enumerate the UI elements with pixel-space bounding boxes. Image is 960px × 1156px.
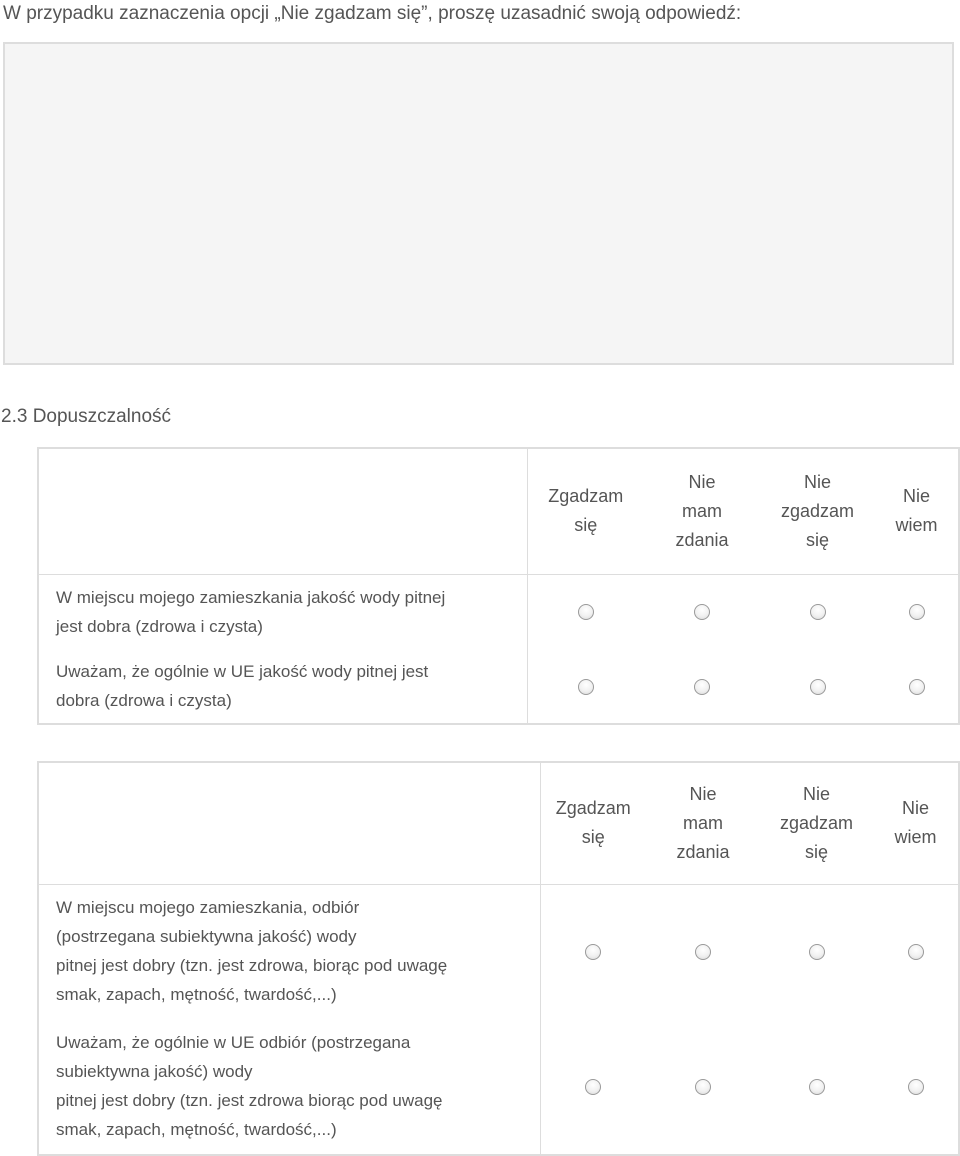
col-header-line: Nie: [901, 798, 929, 819]
col-header-dont-know: [875, 448, 959, 574]
col-header-disagree: [760, 448, 875, 574]
radio-disagree[interactable]: [810, 679, 826, 695]
radio-dont-know[interactable]: [909, 604, 925, 620]
col-header-dont-know: [873, 762, 959, 884]
radio-no-opinion[interactable]: [695, 944, 711, 960]
col-header-line: Nie: [802, 783, 830, 804]
col-header-no-opinion: [644, 448, 760, 574]
question-line: Uważam, że ogólnie w UE jakość wody pitnej jest: [56, 662, 429, 681]
matrix-header-row: [38, 762, 959, 884]
col-header-line: Nie: [803, 471, 831, 492]
col-header-line: się: [581, 827, 605, 848]
radio-disagree[interactable]: [810, 604, 826, 620]
matrix-row: [38, 574, 959, 649]
radio-agree[interactable]: [578, 679, 594, 695]
question-line: smak, zapach, mętność, twardość,...): [56, 1120, 337, 1139]
question-line: (postrzegana subiektywna jakość) wody: [56, 927, 357, 947]
radio-agree[interactable]: [578, 604, 594, 620]
col-header-line: Nie: [688, 471, 716, 492]
question-line: pitnej jest dobry (tzn. jest zdrowa, biorąc pod uwagę: [56, 956, 448, 976]
col-header-line: wiem: [894, 827, 937, 848]
col-header-line: mam: [682, 500, 722, 521]
radio-agree[interactable]: [585, 944, 601, 960]
col-header-line: się: [805, 529, 829, 550]
matrix-row: [38, 884, 959, 1018]
radio-agree[interactable]: [585, 1079, 601, 1095]
radio-disagree[interactable]: [809, 1079, 825, 1095]
col-header-disagree: [760, 762, 873, 884]
col-header-line: zgadzam: [779, 812, 854, 833]
section-title: 2.3 Dopuszczalność: [1, 406, 172, 427]
col-header-no-opinion: [646, 762, 760, 884]
col-header-line: wiem: [895, 515, 938, 536]
col-header-line: Zgadzam: [548, 486, 624, 507]
justification-textarea[interactable]: [3, 42, 954, 365]
radio-dont-know[interactable]: [908, 1079, 924, 1095]
col-header-line: się: [574, 515, 598, 536]
col-header-line: zgadzam: [780, 500, 855, 521]
radio-no-opinion[interactable]: [694, 604, 710, 620]
question-line: W miejscu mojego zamieszkania jakość wody pitnej: [56, 587, 446, 607]
question-local-quality: [38, 574, 527, 649]
matrix-row: [38, 1018, 959, 1155]
question-line: pitnej jest dobry (tzn. jest zdrowa biorąc pod uwagę: [56, 1091, 443, 1110]
col-header-line: Nie: [689, 783, 717, 804]
col-header-agree: [540, 762, 646, 884]
radio-no-opinion[interactable]: [694, 679, 710, 695]
col-header-line: zdania: [676, 841, 730, 862]
radio-dont-know[interactable]: [909, 679, 925, 695]
matrix-header-row: [38, 448, 959, 574]
matrix-row: [38, 649, 959, 724]
question-eu-quality: [38, 649, 527, 724]
quality-matrix: [37, 447, 960, 725]
matrix-header-corner: [38, 448, 527, 574]
radio-no-opinion[interactable]: [695, 1079, 711, 1095]
question-line: W miejscu mojego zamieszkania, odbiór: [56, 898, 360, 918]
question-eu-perception: [38, 1018, 540, 1155]
justification-prompt: W przypadku zaznaczenia opcji „Nie zgadzam się”, proszę uzasadnić swoją odpowiedź:: [3, 3, 742, 24]
col-header-line: Zgadzam: [555, 798, 631, 819]
question-line: dobra (zdrowa i czysta): [56, 691, 232, 710]
question-line: jest dobra (zdrowa i czysta): [56, 616, 263, 636]
matrix-header-corner: [38, 762, 540, 884]
radio-disagree[interactable]: [809, 944, 825, 960]
col-header-line: Nie: [902, 486, 930, 507]
question-line: Uważam, że ogólnie w UE odbiór (postrzegana: [56, 1033, 411, 1052]
question-local-perception: [38, 884, 540, 1018]
perception-matrix: [37, 761, 960, 1156]
question-line: subiektywna jakość) wody: [56, 1062, 253, 1081]
col-header-line: mam: [683, 812, 723, 833]
question-line: smak, zapach, mętność, twardość,...): [56, 985, 337, 1005]
col-header-line: zdania: [675, 529, 729, 550]
col-header-line: się: [804, 841, 828, 862]
radio-dont-know[interactable]: [908, 944, 924, 960]
col-header-agree: [527, 448, 644, 574]
